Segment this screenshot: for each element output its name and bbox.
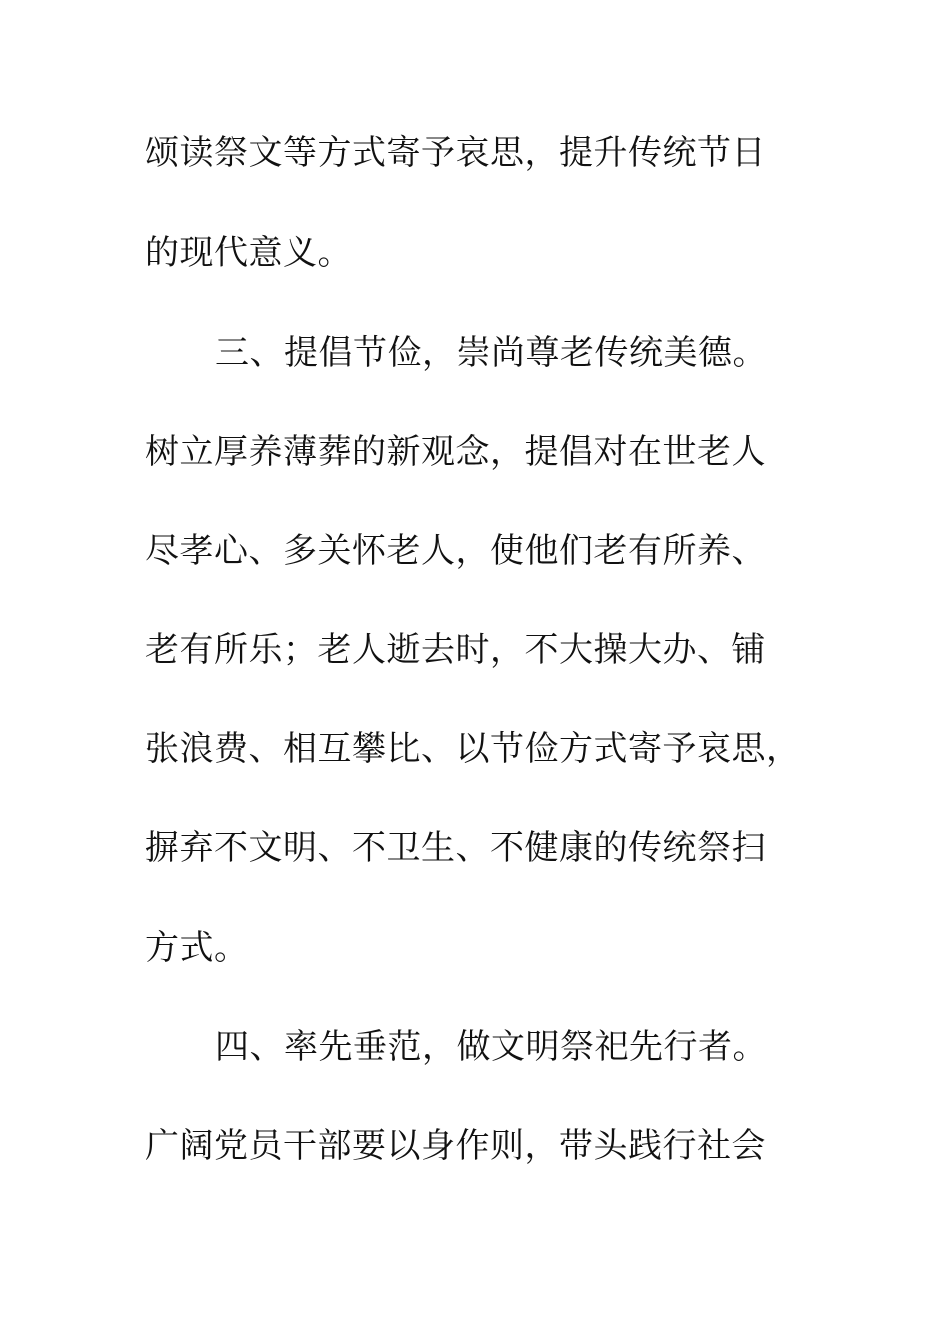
text-line: 颂读祭文等方式寄予哀思，提升传统节日: [145, 133, 766, 173]
section-heading-3: 三、提倡节俭，崇尚尊老传统美德。: [215, 333, 767, 373]
text-line: 摒弃不文明、不卫生、不健康的传统祭扫: [145, 828, 766, 868]
text-line: 的现代意义。: [145, 233, 352, 273]
text-line: 广阔党员干部要以身作则，带头践行社会: [145, 1126, 766, 1166]
text-line: 张浪费、相互攀比、以节俭方式寄予哀思，: [145, 729, 801, 769]
section-heading-4: 四、率先垂范，做文明祭祀先行者。: [215, 1027, 767, 1067]
text-line: 老有所乐；老人逝去时，不大操大办、铺: [145, 630, 766, 670]
text-line: 方式。: [145, 928, 249, 968]
text-line: 树立厚养薄葬的新观念，提倡对在世老人: [145, 432, 766, 472]
text-line: 尽孝心、多关怀老人，使他们老有所养、: [145, 531, 766, 571]
